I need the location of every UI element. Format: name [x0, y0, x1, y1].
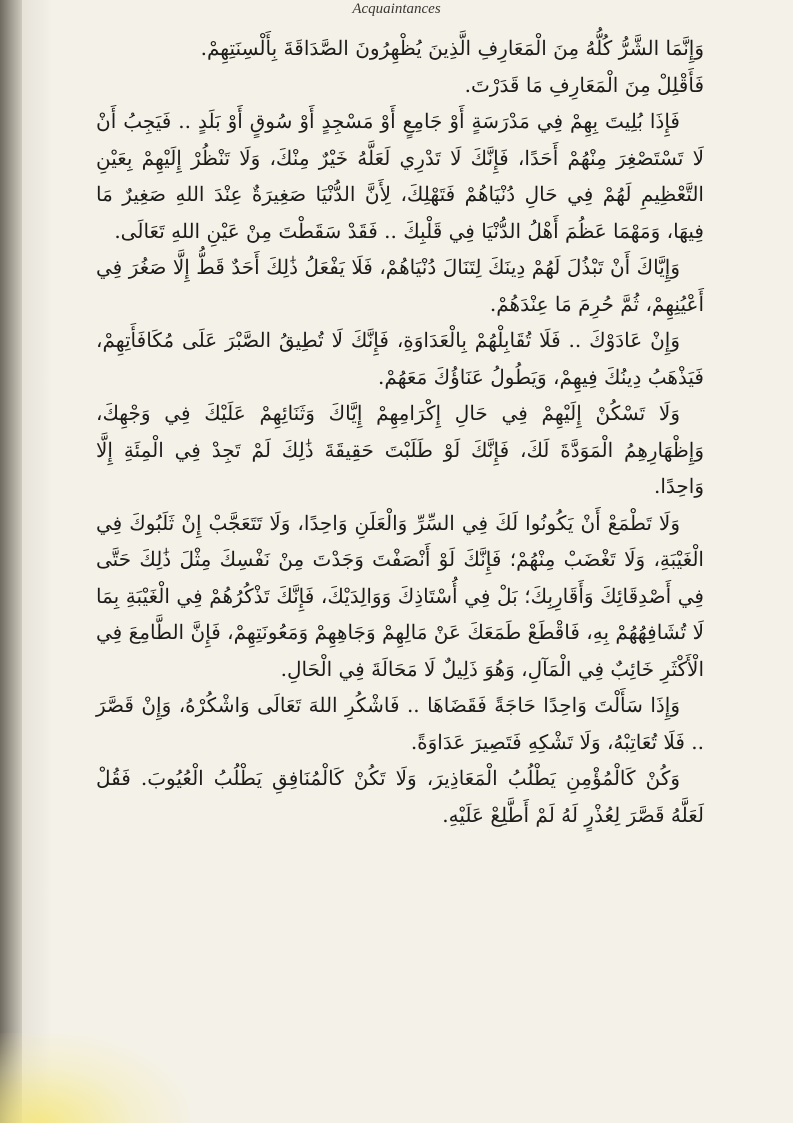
paragraph: وَلَا تَطْمَعْ أَنْ يَكُونُوا لَكَ فِي السِّرِّ وَالْعَلَنِ وَاحِدًا، وَلَا تَتَعَجَّبْ إِنْ ثَلَبُوكَ فِي الْغَيْبَةِ، وَلَا تَغْضَبْ مِنْهُمْ؛ فَإِنَّكَ لَوْ أَنْصَفْتَ وَجَدْتَ مِنْ نَفْسِكَ مِثْلَ ذَٰلِكَ حَتَّى فِي أَصْدِقَائِكَ وَأَقَارِبِكَ؛ بَلْ فِي أُسْتَاذِكَ وَوَالِدَيْكَ، فَإِنَّكَ تَذْكُرُهُمْ فِي الْغَيْبَةِ بِمَا لَا تُشَافِهُهُمْ بِهِ، فَاقْطَعْ طَمَعَكَ عَنْ مَالِهِمْ وَجَاهِهِمْ وَمَعُونَتِهِمْ، فَإِنَّ الطَّامِعَ فِي الْأَكْثَرِ خَائِبٌ فِي الْمَآلِ، وَهُوَ ذَلِيلٌ لَا مَحَالَةَ فِي الْحَالِ. — [96, 510, 704, 681]
arabic-text-block — [96, 30, 704, 833]
book-binding-edge — [0, 0, 22, 1123]
paragraph: فَأَقْلِلْ مِنَ الْمَعَارِفِ مَا قَدَرْتَ. — [464, 72, 704, 97]
paragraph: وَإِنْ عَادَوْكَ .. فَلَا تُقَابِلْهُمْ بِالْعَدَاوَةِ، فَإِنَّكَ لَا تُطِيقُ الصَّبْرَ عَلَى مُكَافَأَتِهِمْ، فَيَذْهَبُ دِينُكَ فِيهِمْ، وَيَطُولُ عَنَاؤُكَ مَعَهُمْ. — [96, 328, 704, 389]
paragraph: وَكُنْ كَالْمُؤْمِنِ يَطْلُبُ الْمَعَاذِيرَ، وَلَا تَكُنْ كَالْمُنَافِقِ يَطْلُبُ الْعُيُوبَ. فَقُلْ لَعَلَّهُ قَصَّرَ لِعُذْرٍ لَهُ لَمْ أَطَّلِعْ عَلَيْهِ. — [96, 766, 704, 827]
paragraph: وَلَا تَسْكُنْ إِلَيْهِمْ فِي حَالِ إِكْرَامِهِمْ إِيَّاكَ وَثَنَائِهِمْ عَلَيْكَ فِي وَجْهِكَ، وَإِظْهَارِهِمُ الْمَوَدَّةَ لَكَ، فَإِنَّكَ لَوْ طَلَبْتَ حَقِيقَةَ ذَٰلِكَ لَمْ تَجِدْ فِي الْمِئَةِ إِلَّا وَاحِدًا. — [96, 401, 704, 498]
paragraph: وَإِذَا سَأَلْتَ وَاحِدًا حَاجَةً فَقَضَاهَا .. فَاشْكُرِ اللهَ تَعَالَى وَاشْكُرْهُ، وَإِنْ قَصَّرَ .. فَلَا تُعَاتِبْهُ، وَلَا تَشْكِهِ فَتَصِيرَ عَدَاوَةً. — [96, 693, 704, 754]
paragraph: فَإِذَا بُلِيتَ بِهِمْ فِي مَدْرَسَةٍ أَوْ جَامِعٍ أَوْ مَسْجِدٍ أَوْ سُوقٍ أَوْ بَلَدٍ .. فَيَجِبُ أَنْ لَا تَسْتَصْغِرَ مِنْهُمْ أَحَدًا، فَإِنَّكَ لَا تَدْرِي لَعَلَّهُ خَيْرٌ مِنْكَ، وَلَا تَنْظُرْ إِلَيْهِمْ بِعَيْنِ التَّعْظِيمِ لَهُمْ فِي حَالِ دُنْيَاهُمْ فَتَهْلِكَ، لِأَنَّ الدُّنْيَا صَغِيرَةٌ عِنْدَ اللهِ صَغِيرٌ مَا فِيهَا، وَمَهْمَا عَظُمَ أَهْلُ الدُّنْيَا فِي قَلْبِكَ .. فَقَدْ سَقَطْتَ مِنْ عَيْنِ اللهِ تَعَالَى. — [96, 109, 704, 243]
running-head: Acquaintances — [352, 1, 441, 17]
adjacent-page-margin — [22, 0, 52, 1123]
paragraph: وَإِيَّاكَ أَنْ تَبْذُلَ لَهُمْ دِينَكَ لِتَنَالَ دُنْيَاهُمْ، فَلَا يَفْعَلُ ذَٰلِكَ أَحَدٌ قَطُّ إِلَّا صَغُرَ فِي أَعْيُنِهِمْ، ثُمَّ حُرِمَ مَا عِنْدَهُمْ. — [96, 255, 704, 316]
paragraph: وَإِنَّمَا الشَّرُّ كُلُّهُ مِنَ الْمَعَارِفِ الَّذِينَ يُظْهِرُونَ الصَّدَاقَةَ بِأَلْسِنَتِهِمْ. — [200, 36, 704, 60]
highlighter-stain — [0, 1033, 190, 1123]
